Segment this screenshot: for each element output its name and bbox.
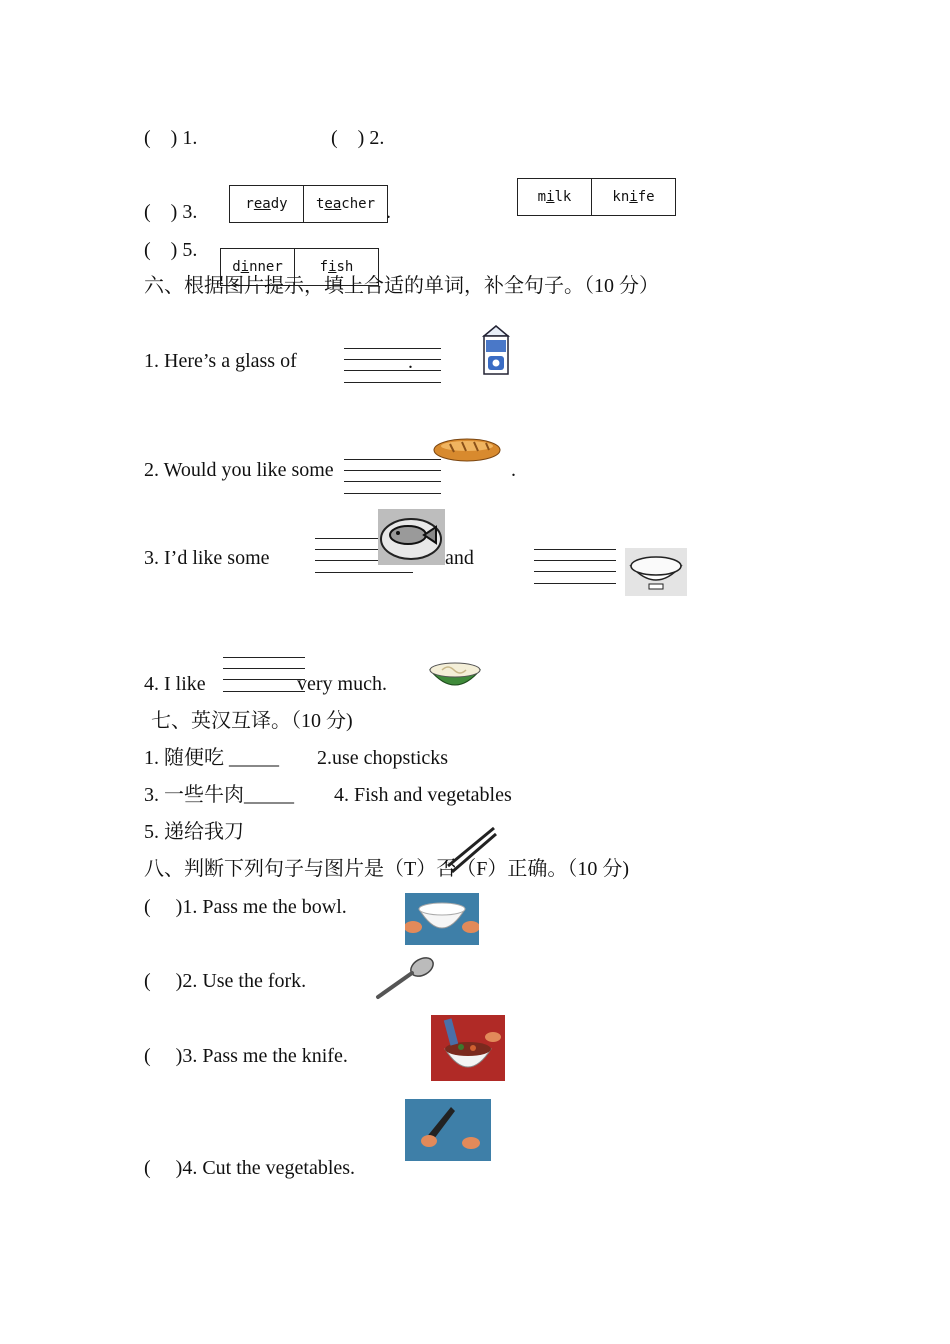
q5-label: ( ) 5.	[144, 239, 198, 261]
s6-sentence-2-dot: .	[511, 459, 516, 481]
knife-cutting-picture	[405, 1099, 491, 1161]
s7-item-5: 5. 递给我刀	[144, 821, 244, 843]
word-box-milk-knife	[517, 178, 676, 216]
s6-sentence-1-dot: .	[408, 351, 413, 373]
s8-item-3: ( )3. Pass me the knife.	[144, 1045, 348, 1067]
word-dinner: d i nner	[221, 249, 295, 285]
section6-heading: 六、根据图片提示，填上合适的单词，补全句子。（10 分）	[144, 275, 659, 297]
bread-picture	[432, 434, 502, 464]
s6-sentence-3-and: and	[445, 547, 474, 569]
answer-lines-2[interactable]	[344, 459, 441, 495]
word-knife: kn i fe	[612, 189, 655, 205]
q3-dot: .	[386, 201, 391, 223]
section7-heading: 七、英汉互译。（10 分)	[151, 710, 353, 732]
s8-item-4: ( )4. Cut the vegetables.	[144, 1157, 356, 1179]
word-fish: f i sh	[319, 259, 354, 275]
word-milk: m i lk	[518, 179, 592, 215]
fish-plate-picture	[378, 509, 445, 565]
bowl-picture	[405, 893, 479, 945]
s6-sentence-4-end: very much.	[297, 673, 387, 695]
s8-item-1: ( )1. Pass me the bowl.	[144, 896, 347, 918]
noodle-bowl-picture	[428, 656, 482, 694]
word-teacher: t ea cher	[315, 196, 375, 212]
rice-bowl-picture	[625, 548, 687, 596]
s6-sentence-4: 4. I like	[144, 673, 206, 695]
s8-item-2: ( )2. Use the fork.	[144, 970, 307, 992]
s7-item-3: 3. 一些牛肉_____	[144, 784, 294, 806]
answer-lines-3b[interactable]	[534, 549, 616, 585]
answer-lines-1[interactable]	[344, 348, 441, 384]
s7-item-1: 1. 随便吃 _____	[144, 747, 279, 769]
chopsticks-picture	[444, 822, 498, 876]
soup-bowl-picture	[431, 1015, 505, 1081]
word-ready: r ea dy	[230, 186, 304, 222]
q1-label: ( ) 1.	[144, 127, 198, 149]
section8-heading: 八、判断下列句子与图片是（T）否（F）正确。（10 分)	[144, 858, 629, 880]
s7-item-4: 4. Fish and vegetables	[334, 784, 512, 806]
word-box-ready-teacher	[229, 185, 388, 223]
s6-sentence-3: 3. I’d like some	[144, 547, 270, 569]
q2-label: ( ) 2.	[331, 127, 385, 149]
s6-sentence-2: 2. Would you like some	[144, 459, 334, 481]
spoon-picture	[374, 955, 438, 1001]
milk-carton-picture	[478, 324, 514, 378]
s7-item-2: 2.use chopsticks	[317, 747, 449, 769]
answer-lines-4[interactable]	[223, 657, 305, 693]
q3-label: ( ) 3.	[144, 201, 198, 223]
s6-sentence-1: 1. Here’s a glass of	[144, 350, 297, 372]
